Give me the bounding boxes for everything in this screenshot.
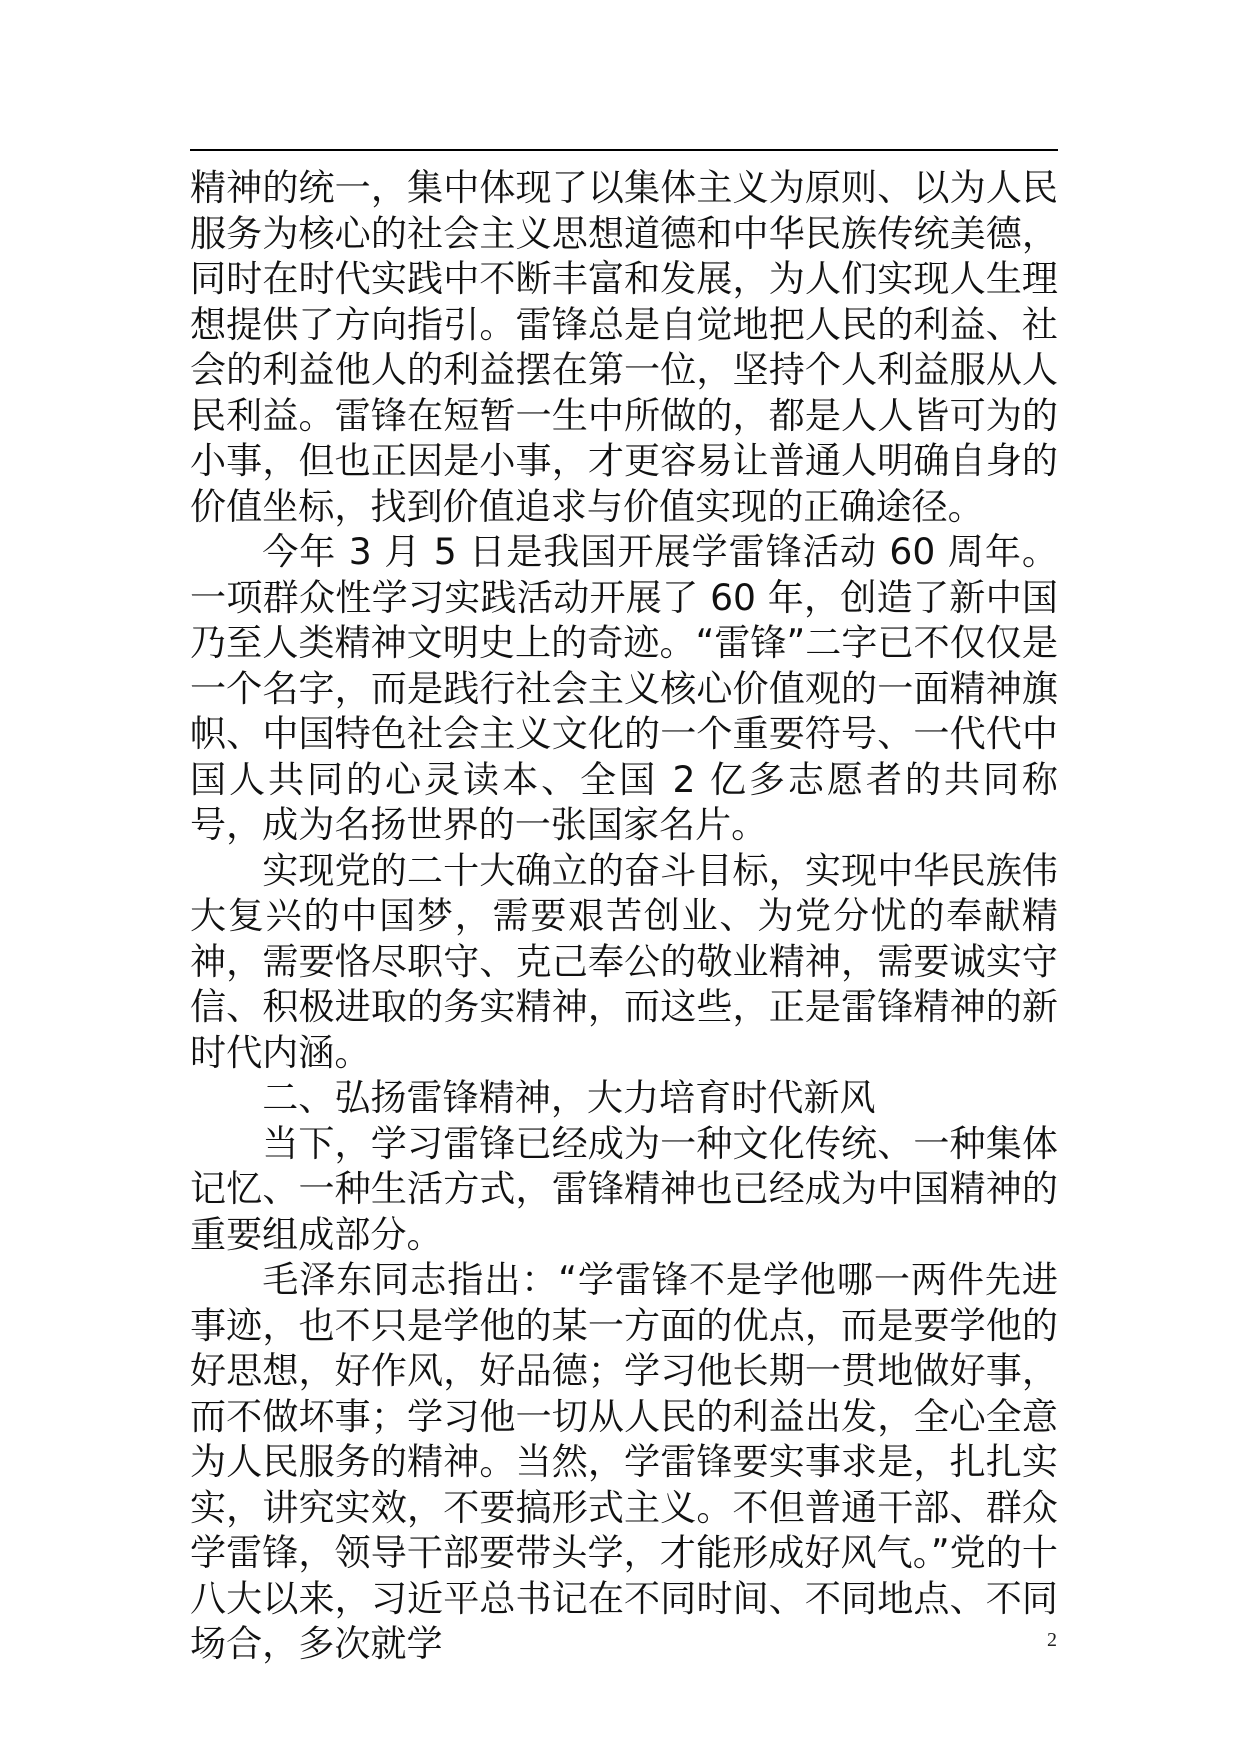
paragraph-goals: 实现党的二十大确立的奋斗目标，实现中华民族伟大复兴的中国梦，需要艰苦创业、为党分忧的奉献精神，需要恪尽职守、克己奉公的敬业精神，需要诚实守信、积极进取的务实精神，而这些，正是雷锋精神的新时代内涵。 [190, 849, 1058, 1074]
document-body [190, 166, 1058, 1668]
paragraph-culture: 当下，学习雷锋已经成为一种文化传统、一种集体记忆、一种生活方式，雷锋精神也已经成为中国精神的重要组成部分。 [190, 1122, 1058, 1256]
header-rule [190, 149, 1058, 151]
paragraph-anniversary: 今年 3 月 5 日是我国开展学雷锋活动 60 周年。一项群众性学习实践活动开展了 60 年，创造了新中国乃至人类精神文明史上的奇迹。“雷锋”二字已不仅仅是一个名字，而是践行社会主义核心价值观的一面精神旗帜、中国特色社会主义文化的一个重要符号、一代代中国人共同的心灵读本、全国 2 亿多志愿者的共同称号，成为名扬世界的一张国家名片。 [190, 531, 1058, 846]
section-heading: 二、弘扬雷锋精神，大力培育时代新风 [262, 1077, 876, 1119]
paragraph-continuation: 精神的统一，集中体现了以集体主义为原则、以为人民服务为核心的社会主义思想道德和中华民族传统美德，同时在时代实践中不断丰富和发展，为人们实现人生理想提供了方向指引。雷锋总是自觉地把人民的利益、社会的利益他人的利益摆在第一位，坚持个人利益服从人民利益。雷锋在短暂一生中所做的，都是人人皆可为的小事，但也正因是小事，才更容易让普通人明确自身的价值坐标，找到价值追求与价值实现的正确途径。 [190, 167, 1058, 528]
page-number: 2 [1047, 1629, 1057, 1651]
paragraph-quote: 毛泽东同志指出：“学雷锋不是学他哪一两件先进事迹，也不只是学他的某一方面的优点，而是要学他的好思想，好作风，好品德；学习他长期一贯地做好事，而不做坏事；学习他一切从人民的利益出发，全心全意为人民服务的精神。当然，学雷锋要实事求是，扎扎实实，讲究实效，不要搞形式主义。不但普通干部、群众学雷锋，领导干部要带头学，才能形成好风气。”党的十八大以来，习近平总书记在不同时间、不同地点、不同场合，多次就学 [190, 1259, 1058, 1665]
